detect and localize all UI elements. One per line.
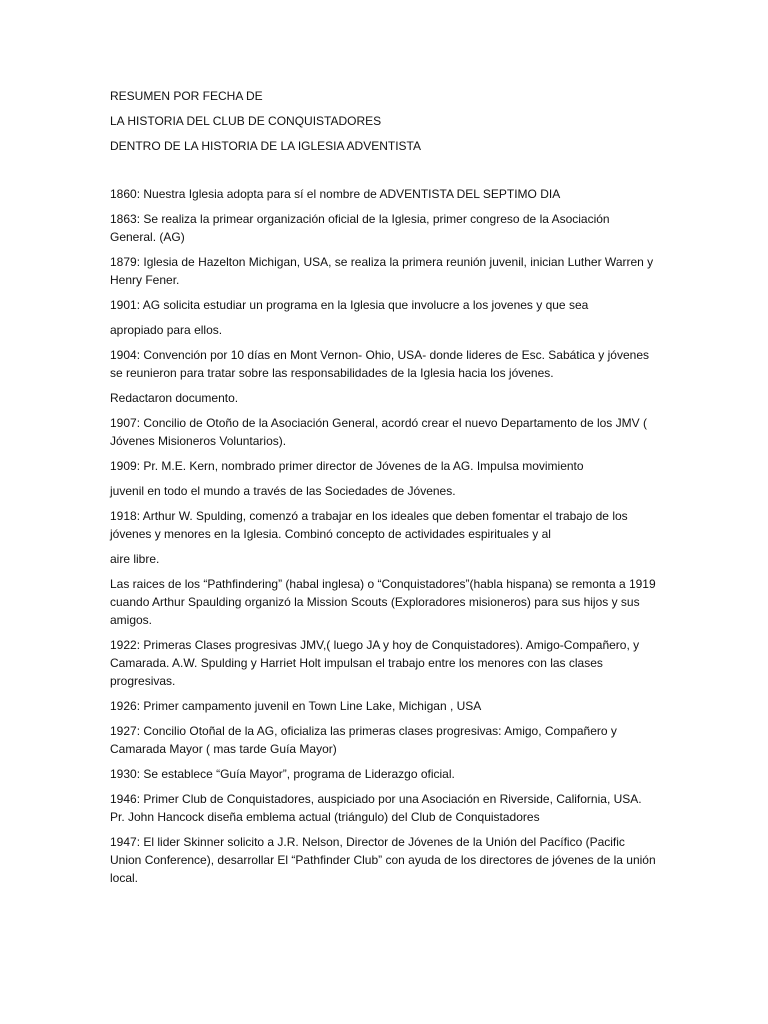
section-spacer [110, 162, 656, 185]
paragraph-1946: 1946: Primer Club de Conquistadores, auspiciado por una Asociación en Riverside, California, USA. Pr. John Hancock diseña emblema actual (triángulo) del Club de Conquistadores [110, 792, 642, 824]
paragraph-1901-cont: apropiado para ellos. [110, 323, 223, 337]
paragraph-1907: 1907: Concilio de Otoño de la Asociación General, acordó crear el nuevo Departamento de los JMV ( Jóvenes Misioneros Voluntarios). [110, 416, 647, 448]
paragraph-1930: 1930: Se establece “Guía Mayor”, programa de Liderazgo oficial. [110, 767, 455, 781]
heading-line-3: DENTRO DE LA HISTORIA DE LA IGLESIA ADVENTISTA [110, 139, 421, 153]
paragraph-1926: 1926: Primer campamento juvenil en Town Line Lake, Michigan , USA [110, 699, 482, 713]
heading-line-2: LA HISTORIA DEL CLUB DE CONQUISTADORES [110, 114, 382, 128]
paragraph-1904-cont: Redactaron documento. [110, 391, 239, 405]
paragraph-1904: 1904: Convención por 10 días en Mont Vernon- Ohio, USA- donde lideres de Esc. Sabática y jóvenes se reunieron para tratar sobre las responsabilidades de la Iglesia hacia los jóvenes. [110, 348, 649, 380]
heading-line-1: RESUMEN POR FECHA DE [110, 89, 263, 103]
paragraph-1918-cont: aire libre. [110, 552, 160, 566]
paragraph-1860: 1860: Nuestra Iglesia adopta para sí el nombre de ADVENTISTA DEL SEPTIMO DIA [110, 187, 561, 201]
paragraph-1909-cont: juvenil en todo el mundo a través de las Sociedades de Jóvenes. [110, 484, 456, 498]
paragraph-roots: Las raices de los “Pathfindering” (habal inglesa) o “Conquistadores”(habla hispana) se remonta a 1919 cuando Arthur Spaulding organizó la Mission Scouts (Exploradores misioneros) para sus hijos y sus amigos. [110, 577, 656, 627]
paragraph-1909: 1909: Pr. M.E. Kern, nombrado primer director de Jóvenes de la AG. Impulsa movimiento [110, 459, 584, 473]
paragraph-1901: 1901: AG solicita estudiar un programa en la Iglesia que involucre a los jovenes y que sea [110, 298, 589, 312]
document-body [110, 87, 656, 894]
paragraph-1947: 1947: El lider Skinner solicito a J.R. Nelson, Director de Jóvenes de la Unión del Pacífico (Pacific Union Conference), desarrollar El “Pathfinder Club” con ayuda de los directores de jóvenes de la unión local. [110, 835, 656, 885]
paragraph-1918: 1918: Arthur W. Spulding, comenzó a trabajar en los ideales que deben fomentar el trabajo de los jóvenes y menores en la Iglesia. Combinó concepto de actividades espirituales y al [110, 509, 628, 541]
paragraph-1863: 1863: Se realiza la primear organización oficial de la Iglesia, primer congreso de la Asociación General. (AG) [110, 212, 610, 244]
paragraph-1927: 1927: Concilio Otoñal de la AG, oficializa las primeras clases progresivas: Amigo, Compañero y Camarada Mayor ( mas tarde Guía Mayor) [110, 724, 617, 756]
paragraph-1922: 1922: Primeras Clases progresivas JMV,( luego JA y hoy de Conquistadores). Amigo-Compañero, y Camarada. A.W. Spulding y Harriet Holt impulsan el trabajo entre los menores con las clases progresivas. [110, 638, 640, 688]
paragraph-1879: 1879: Iglesia de Hazelton Michigan, USA, se realiza la primera reunión juvenil, inician Luther Warren y Henry Fener. [110, 255, 654, 287]
